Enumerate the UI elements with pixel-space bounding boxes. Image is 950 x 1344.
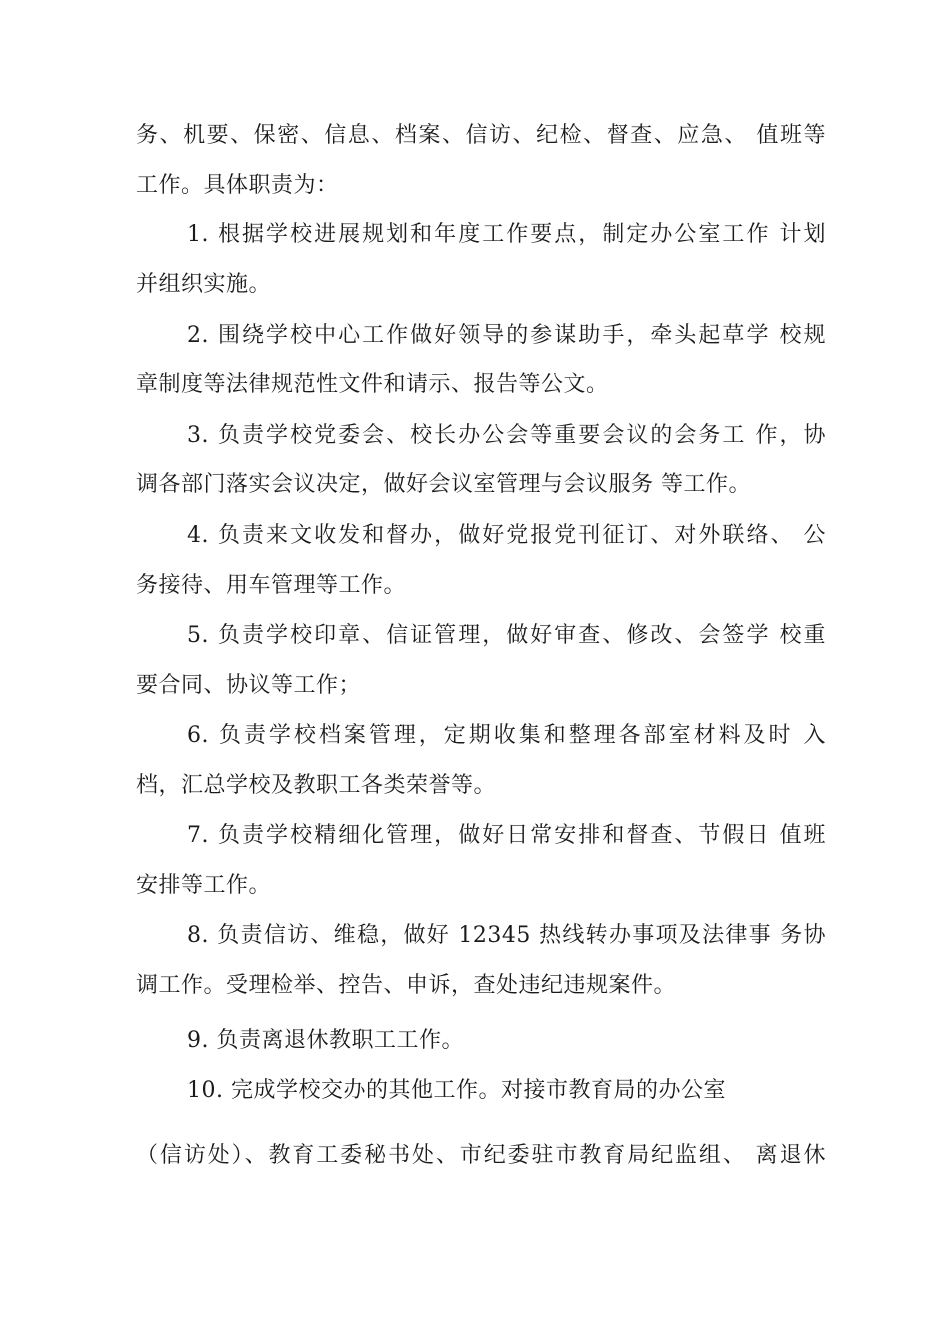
list-item-10-line: 10. 完成学校交办的其他工作。对接市教育局的办公室 [187, 1078, 726, 1103]
list-item-1-line: 1. 根据学校进展规划和年度工作要点，制定办公室工作 计划 [187, 222, 826, 247]
list-item-5-line: 5. 负责学校印章、信证管理，做好审查、修改、会签学 校重 [187, 623, 826, 648]
list-item-8-line: 调工作。受理检举、控告、申诉，查处违纪违规案件。 [136, 973, 677, 998]
list-item-4-line: 4. 负责来文收发和督办，做好党报党刊征订、对外联络、 公 [187, 523, 826, 548]
list-item-1-line: 并组织实施。 [136, 272, 272, 297]
list-item-6-line: 档，汇总学校及教职工各类荣誉等。 [136, 773, 497, 798]
list-item-8-line: 8. 负责信访、维稳，做好 12345 热线转办事项及法律事 务协 [187, 923, 826, 948]
list-item-5-line: 要合同、协议等工作； [136, 673, 362, 698]
list-item-6-line: 6. 负责学校档案管理，定期收集和整理各部室材料及时 入 [187, 723, 826, 748]
list-item-4-line: 务接待、用车管理等工作。 [136, 573, 407, 598]
list-item-2-line: 章制度等法律规范性文件和请示、报告等公文。 [136, 372, 609, 397]
list-item-3-line: 3. 负责学校党委会、校长办公会等重要会议的会务工 作，协 [187, 423, 826, 448]
text-line: 务、机要、保密、信息、档案、信访、纪检、督查、应急、 值班等 [136, 123, 826, 148]
list-item-9-line: 9. 负责离退休教职工工作。 [187, 1028, 464, 1053]
list-item-3-line: 调各部门落实会议决定，做好会议室管理与会议服务 等工作。 [136, 472, 751, 497]
text-line: 工作。具体职责为： [136, 173, 339, 198]
list-item-10-line: （信访处）、教育工委秘书处、市纪委驻市教育局纪监组、 离退休 [136, 1143, 826, 1168]
list-item-7-line: 7. 负责学校精细化管理，做好日常安排和督查、节假日 值班 [187, 823, 826, 848]
list-item-2-line: 2. 围绕学校中心工作做好领导的参谋助手，牵头起草学 校规 [187, 323, 826, 348]
list-item-7-line: 安排等工作。 [136, 873, 272, 898]
